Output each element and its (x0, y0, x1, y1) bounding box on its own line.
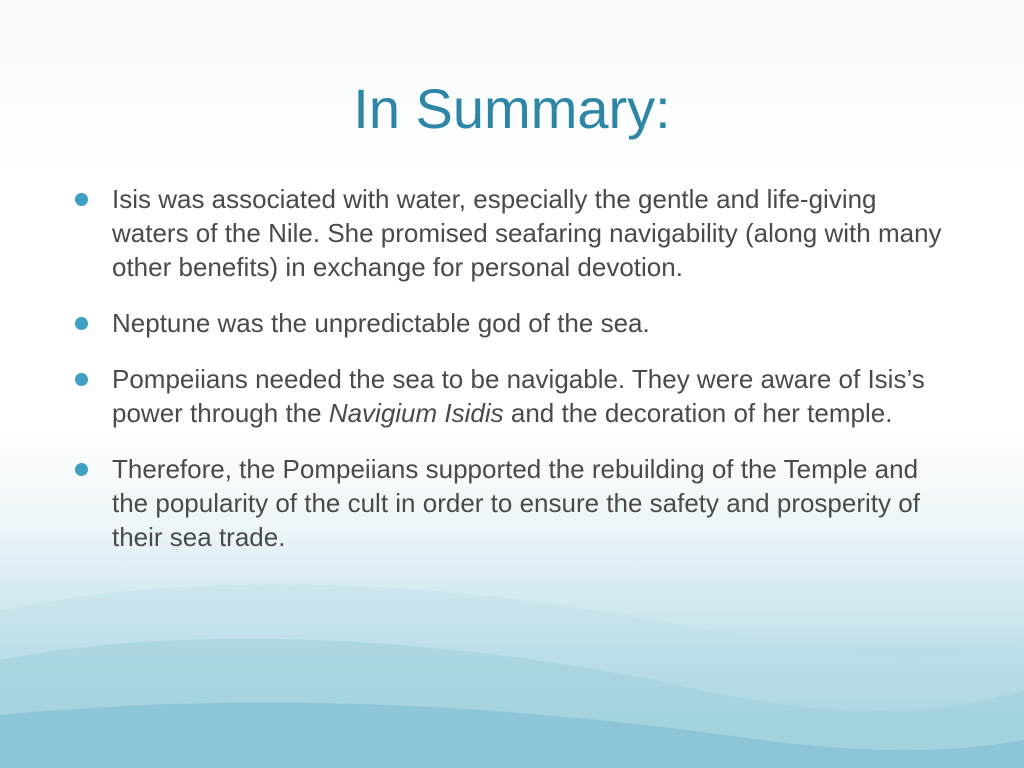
bullet-list (74, 182, 954, 576)
slide-title: In Summary: (353, 77, 671, 140)
bullet-dot-icon (75, 317, 88, 330)
bullet-item-pompeiians (74, 362, 954, 430)
bullet-text-after: and the decoration of her temple. (503, 398, 893, 428)
bullet-dot-icon (75, 373, 88, 386)
bullet-dot-icon (75, 463, 88, 476)
bullet-text: Isis was associated with water, especially the gentle and life-giving waters of the Nile. She promised seafaring navigability (along with many other benefits) in exchange for personal devotion. (112, 184, 942, 282)
bullet-item-therefore (74, 452, 954, 554)
bullet-item-neptune (74, 306, 954, 340)
bullet-text: Neptune was the unpredictable god of the sea. (112, 308, 650, 338)
bullet-text: Therefore, the Pompeiians supported the rebuilding of the Temple and the popularity of the cult in order to ensure the safety and prosperity of their sea trade. (112, 454, 920, 552)
bullet-item-isis (74, 182, 954, 284)
bullet-text-before: Pompeiians needed the sea to be navigable. They were aware of Isis’s power through the (112, 364, 925, 428)
bullet-text-italic: Navigium Isidis (328, 398, 504, 428)
bullet-dot-icon (75, 193, 88, 206)
